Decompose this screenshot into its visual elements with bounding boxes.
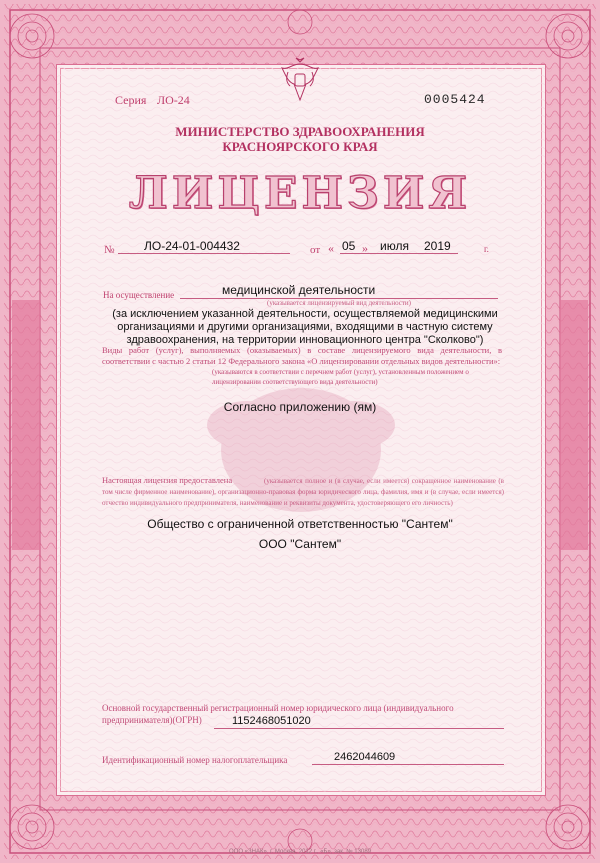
license-month: июля <box>380 239 409 253</box>
ogrn-label: Основной государственный регистрационный номер юридического лица (индивидуального предпринимателя)(ОГРН) <box>102 703 454 725</box>
number-label: № <box>104 244 115 256</box>
printer-footer: ООО «ЗНАК», г. Москва, 2012 г., «Б», зак. № 13089 <box>229 849 371 855</box>
works-caption: (указываются в соответствии с перечнем работ (услуг), установленным положением о лицензировании соответствующего вида деятельности) <box>212 368 469 386</box>
date-from-label: от <box>310 244 321 256</box>
serial-number: 0005424 <box>424 92 486 107</box>
license-number: ЛО-24-01-004432 <box>144 239 240 253</box>
ministry-line-2: КРАСНОЯРСКОГО КРАЯ <box>222 139 378 154</box>
issued-caption: (указывается полное и (в случае, если имеется) сокращенное наименование (в том числе фирменное наименование), организационно-правовая форма юридического лица, фамилия, имя и (в случае, если имеется) отчество индивидуального предпринимателя, наименование и реквизиты документа, удостоверяющего его личность) <box>102 477 504 507</box>
inn-value: 2462044609 <box>334 751 396 763</box>
works-text: Виды работ (услуг), выполняемых (оказываемых) в составе лицензируемого вида деятельности, в соответствии с частью 2 статьи 12 Федерального закона «О лицензировании отдельных видов деятельности»: <box>102 345 502 366</box>
series-label: Серия <box>115 93 147 107</box>
organization-full-name: Общество с ограниченной ответственностью "Сантем" <box>147 517 453 531</box>
series-value: ЛО-24 <box>157 93 190 107</box>
coat-of-arms-icon <box>278 56 322 104</box>
activity-caption: (указывается лицензируемый вид деятельности) <box>266 299 412 307</box>
organization-short-name: ООО "Сантем" <box>258 537 342 551</box>
quote-open: « <box>328 241 334 255</box>
ogrn-value: 1152468051020 <box>232 715 311 727</box>
inn-label: Идентификационный номер налогоплательщика <box>102 755 288 765</box>
issued-text: Настоящая лицензия предоставлена <box>102 475 233 485</box>
document-title: ЛИЦЕНЗИЯ <box>128 168 472 219</box>
works-value: Согласно приложению (ям) <box>223 400 377 414</box>
license-year: 2019 <box>424 239 451 253</box>
activity-value: медицинской деятельности <box>222 283 376 297</box>
ministry-line-1: МИНИСТЕРСТВО ЗДРАВООХРАНЕНИЯ <box>175 124 425 139</box>
activity-label: На осуществление <box>103 290 175 300</box>
license-day: 05 <box>342 239 356 253</box>
year-suffix: г. <box>484 244 489 254</box>
quote-close: » <box>362 241 368 255</box>
activity-note: (за исключением указанной деятельности, осуществляемой медицинскими организациями и другими организациями, входящими в частную систему здравоохранения, на территории инновационного центра "Сколково") <box>112 308 498 346</box>
